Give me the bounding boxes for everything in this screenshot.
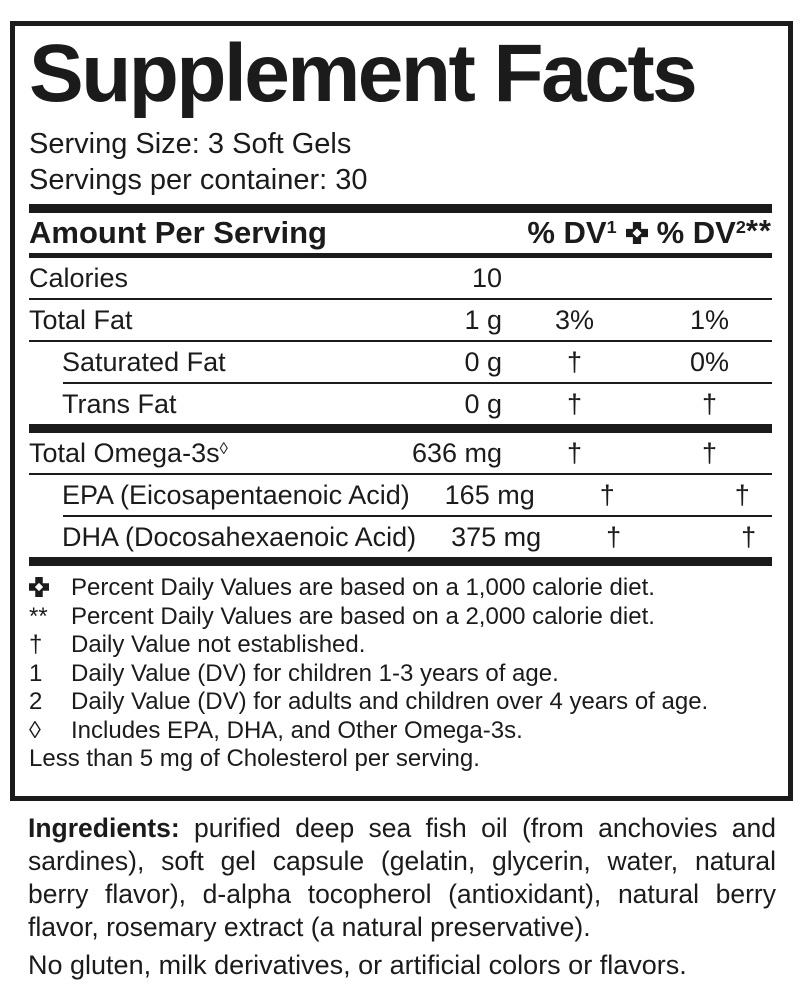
nutrient-row-dha: DHA (Docosahexaenoic Acid) 375 mg † † xyxy=(62,521,757,552)
footnote-double-asterisk: ** Percent Daily Values are based on a 2,000 calorie diet. xyxy=(29,602,655,630)
panel-title: Supplement Facts xyxy=(29,28,696,119)
dv2-header: % $DV^2**$ xyxy=(656,212,772,251)
open-center-cross-icon xyxy=(626,222,648,244)
nutrient-row-total-omega3s: Total Omega-3s◊ 636 mg † † xyxy=(29,437,718,468)
supplement-facts-panel xyxy=(10,21,793,801)
allergen-statement: No gluten, milk derivatives, or artificial colors or flavors. xyxy=(28,950,687,980)
dv-columns-header xyxy=(527,212,772,251)
serving-size: Serving Size: 3 Soft Gels xyxy=(29,128,352,161)
ingredients-label: Ingredients: xyxy=(28,813,180,843)
ingredients-paragraph xyxy=(28,812,776,944)
divider-thick xyxy=(29,424,772,433)
amount-per-serving-header: Amount Per Serving xyxy=(29,215,327,251)
footnote-cross: Percent Daily Values are based on a 1,000 calorie diet. xyxy=(29,574,772,603)
footnote-dagger: † Daily Value not established. xyxy=(29,631,366,659)
ingredients-text: purified deep sea fish oil (from anchovies and sardines), soft gel capsule (gelatin, glycerin, water, natural berry flavor), d-alpha tocopherol (antioxidant), natural berry flavor, rosemary extract (a natural preservative). xyxy=(28,813,776,942)
lozenge-sup: ◊ xyxy=(219,438,228,458)
footnote-cholesterol: Less than 5 mg of Cholesterol per serving. xyxy=(29,745,480,773)
servings-per-container: Servings per container: 30 xyxy=(29,164,368,197)
footnotes xyxy=(29,574,772,774)
footnote-dv2: 2 Daily Value (DV) for adults and children over 4 years of age. xyxy=(29,688,709,716)
table-header-row xyxy=(29,213,772,253)
nutrient-row-epa: EPA (Eicosapentaenoic Acid) 165 mg † † xyxy=(62,479,750,510)
nutrient-row-total-fat: Total Fat 1 g 3% 1% xyxy=(29,304,730,335)
divider-thick xyxy=(29,557,772,566)
nutrient-row-calories: Calories 10 xyxy=(29,262,502,293)
open-center-cross-icon xyxy=(29,577,49,597)
dv1-header: % $DV^1$ xyxy=(527,215,617,251)
footnote-lozenge: ◊ Includes EPA, DHA, and Other Omega-3s. xyxy=(29,716,523,744)
footnote-dv1: 1 Daily Value (DV) for children 1-3 years of age. xyxy=(29,659,559,687)
nutrient-row-saturated-fat: Saturated Fat 0 g † 0% xyxy=(62,346,730,377)
nutrient-row-trans-fat: Trans Fat 0 g † † xyxy=(62,388,718,419)
divider-thick xyxy=(29,204,772,213)
